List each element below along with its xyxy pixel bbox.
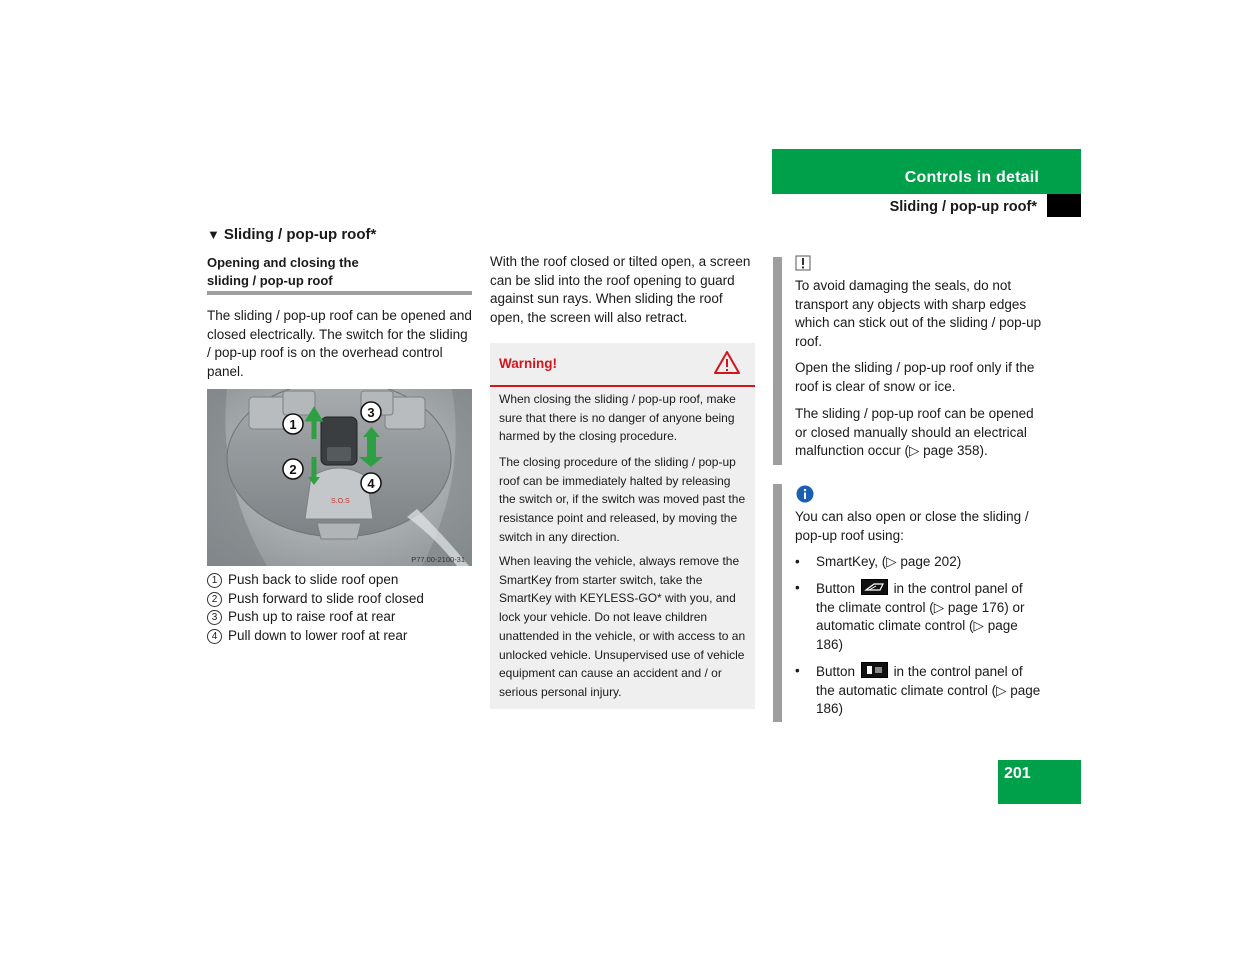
overhead-panel-photo xyxy=(207,389,472,566)
legend-item xyxy=(207,590,475,609)
warning-paragraph: When leaving the vehicle, always remove the SmartKey from starter switch, take the SmartKey with KEYLESS-GO* with you, and lock your vehicle. Do not leave children unattended in the vehicle, or with access to an unlocked vehicle. Unsupervised use of vehicle equipment can cause an accident and / or serious personal injury. xyxy=(499,554,746,699)
svg-text:1: 1 xyxy=(289,417,297,432)
page-number-tab xyxy=(998,760,1081,804)
bullet-dot: • xyxy=(795,580,800,595)
legend-number: 2 xyxy=(207,592,222,607)
photo-code: P77.00-2100-31 xyxy=(411,555,465,564)
legend-item xyxy=(207,571,475,590)
overhead-panel-illustration xyxy=(207,389,472,566)
bullet-prefix: Button xyxy=(816,581,856,596)
bullet-text xyxy=(816,662,1045,719)
warning-box xyxy=(490,343,755,709)
bullet-dot: • xyxy=(795,554,800,569)
exclamation-icon xyxy=(795,254,813,277)
heading-rule xyxy=(207,291,472,295)
legend-number: 3 xyxy=(207,610,222,625)
section-heading-text: Sliding / pop-up roof* xyxy=(223,226,377,243)
svg-text:S.O.S: S.O.S xyxy=(331,498,350,505)
bullet-text: SmartKey, (▷ page 202) xyxy=(816,554,962,569)
intro-paragraph: The sliding / pop-up roof can be opened and closed electrically. The switch for the sliding / pop-up roof is on the overhead control panel. xyxy=(207,308,472,380)
info-bar xyxy=(773,484,782,722)
sub-heading xyxy=(207,254,472,290)
info-icon xyxy=(796,485,814,508)
legend-text: Push forward to slide roof closed xyxy=(228,590,424,606)
warning-paragraph: The closing procedure of the sliding / pop-up roof can be immediately halted by releasing the switch or, if the switch was moved past the resistance point and released, by moving the switch in any direction. xyxy=(499,455,746,544)
svg-text:3: 3 xyxy=(367,405,375,420)
warning-header xyxy=(490,343,755,387)
legend-number: 1 xyxy=(207,573,222,588)
sub-heading-line2: sliding / pop-up roof xyxy=(207,273,333,288)
page-number: 201 xyxy=(1004,765,1031,782)
section-heading xyxy=(207,226,376,243)
legend-item xyxy=(207,608,475,627)
triangle-down-icon: ▼ xyxy=(207,227,220,242)
thumb-marker xyxy=(1047,194,1081,217)
notice-paragraph: To avoid damaging the seals, do not transport any objects with sharp edges which can stick out of the sliding / pop-up roof. xyxy=(795,278,1042,350)
bullet-text xyxy=(816,579,1045,655)
warning-triangle-icon xyxy=(713,350,741,380)
svg-text:4: 4 xyxy=(367,476,375,491)
notice-bar xyxy=(773,257,782,465)
svg-text:2: 2 xyxy=(289,462,297,477)
section-title: Controls in detail xyxy=(904,169,1039,186)
bullet-dot: • xyxy=(795,663,800,678)
legend-text: Push back to slide roof open xyxy=(228,572,399,587)
sub-heading-line1: Opening and closing the xyxy=(207,255,359,270)
bullet-suffix: in the control panel of the climate control (▷ page 176) or automatic climate control (▷ page 186) xyxy=(816,581,1025,653)
screen-paragraph: With the roof closed or tilted open, a screen can be slid into the roof opening to guard against sun rays. When sliding the roof open, the screen will also retract. xyxy=(490,254,751,326)
bullet-suffix: in the control panel of the automatic climate control (▷ page 186) xyxy=(816,664,1041,717)
notice-paragraph: Open the sliding / pop-up roof only if the roof is clear of snow or ice. xyxy=(795,360,1035,394)
legend-text: Pull down to lower roof at rear xyxy=(228,628,408,644)
legend-text: Push up to raise roof at rear xyxy=(228,609,396,625)
subsection-title: Sliding / pop-up roof* xyxy=(889,199,1037,215)
warning-paragraph: When closing the sliding / pop-up roof, make sure that there is no danger of anyone being harmed by the closing procedure. xyxy=(499,392,736,444)
legend-number: 4 xyxy=(207,629,222,644)
info-intro: You can also open or close the sliding / pop-up roof using: xyxy=(795,509,1029,543)
bullet-prefix: Button xyxy=(816,664,856,679)
ventilation-button-icon xyxy=(861,662,888,678)
roof-button-icon xyxy=(861,579,888,595)
notice-paragraph: The sliding / pop-up roof can be opened or closed manually should an electrical malfunction occur (▷ page 358). xyxy=(795,406,1034,459)
header-tab xyxy=(772,149,1081,194)
legend-list xyxy=(207,571,475,646)
warning-title: Warning! xyxy=(499,356,557,371)
legend-item xyxy=(207,627,475,646)
